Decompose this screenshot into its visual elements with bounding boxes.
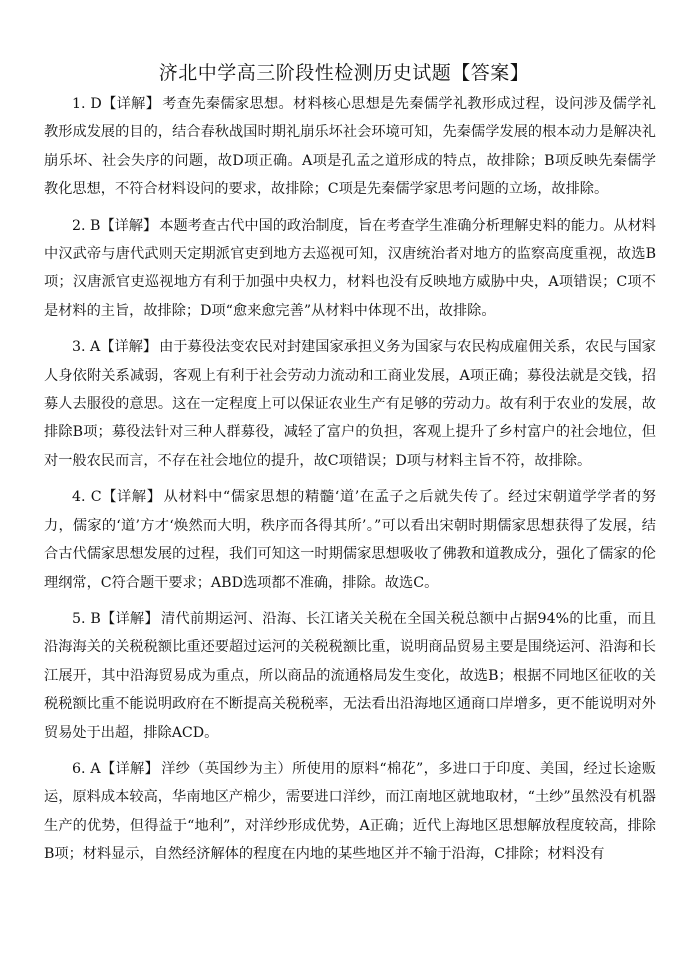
answer-lead: 6. A【详解】: [72, 760, 160, 777]
answer-text: 洋纱（英国纱为主）所使用的原料“棉花”，多进口于印度、美国，经过长途贩运，原料成本较高，华南地区产棉少，需要进口洋纱，而江南地区就地取材，“土纱”虽然没有机器生产的优势，但得益于“地利”，对洋纱形成优势，A正确；近代上海地区思想解放程度较高，排除B项；材料显示，自然经济解体的程度在内地的某些地区并不输于沿海，C排除；材料没有: [44, 760, 656, 863]
answer-text: 本题考查古代中国的政治制度，旨在考查学生准确分析理解史料的能力。从材料中汉武帝与唐代武则天定期派官吏到地方去巡视可知，汉唐统治者对地方的监察高度重视，故选B项；汉唐派官吏巡视地方有利于加强中央权力，材料也没有反映地方威胁中央，A项错误；C项不是材料的主旨，故排除；D项“愈来愈完善”从材料中体现不出，故排除。: [44, 217, 656, 319]
answer-lead: 2. B【详解】: [72, 217, 158, 234]
answer-lead: 3. A【详解】: [72, 339, 158, 356]
answer-lead: 4. C【详解】: [72, 489, 162, 506]
answer-lead: 5. B【详解】: [72, 610, 159, 627]
answer-lead: 1. D【详解】: [72, 96, 161, 112]
answer-item-4: [44, 483, 656, 597]
answer-text: 由于募役法变农民对封建国家承担义务为国家与农民构成雇佣关系，农民与国家人身依附关系减弱，客观上有利于社会劳动力流动和工商业发展，A项正确；募役法就是交钱，招募人去服役的意思。这在一定程度上可以保证农业生产有足够的劳动力。故有利于农业的发展，故排除B项；募役法针对三种人群募役，减轻了富户的负担，客观上提升了乡村富户的社会地位，但对一般农民而言，不存在社会地位的提升，故C项错误；D项与材料主旨不符，故排除。: [44, 339, 656, 469]
answer-text: 从材料中“儒家思想的精髓‘道’在孟子之后就失传了。经过宋朝道学学者的努力，儒家的‘道’方才‘焕然而大明，秩序而各得其所’。”可以看出宋朝时期儒家思想获得了发展，结合古代儒家思想发展的过程，我们可知这一时期儒家思想吸收了佛教和道教成分，强化了儒家的伦理纲常，C符合题干要求；ABD选项都不准确，排除。故选C。: [44, 489, 656, 591]
answer-item-3: [44, 333, 656, 475]
answer-text: 考查先秦儒家思想。材料核心思想是先秦儒学礼教形成过程，设问涉及儒学礼教形成发展的目的，结合春秋战国时期礼崩乐坏社会环境可知，先秦儒学发展的根本动力是解决礼崩乐坏、社会失序的问题，故D项正确。A项是孔孟之道形成的特点，故排除；B项反映先秦儒学教化思想，不符合材料设问的要求，故排除；C项是先秦儒学家思考问题的立场，故排除。: [44, 96, 656, 198]
answer-item-6: [44, 755, 656, 869]
answer-item-1: [44, 90, 656, 204]
answer-item-2: [44, 212, 656, 326]
answer-list: [44, 90, 656, 877]
document-title: 济北中学高三阶段性检测历史试题【答案】: [158, 62, 530, 84]
answer-text: 清代前期运河、沿海、长江诸关关税在全国关税总额中占据94%的比重，而且沿海海关的关税税额比重还要超过运河的关税税额比重，说明商品贸易主要是围绕运河、沿海和长江展开，其中沿海贸易成为重点，所以商品的流通格局发生变化，故选B；根据不同地区征收的关税税额比重不能说明政府在不断提高关税税率，无法看出沿海地区通商口岸增多，更不能说明对外贸易处于出超，排除ACD。: [44, 610, 656, 741]
answer-item-5: [44, 605, 656, 747]
